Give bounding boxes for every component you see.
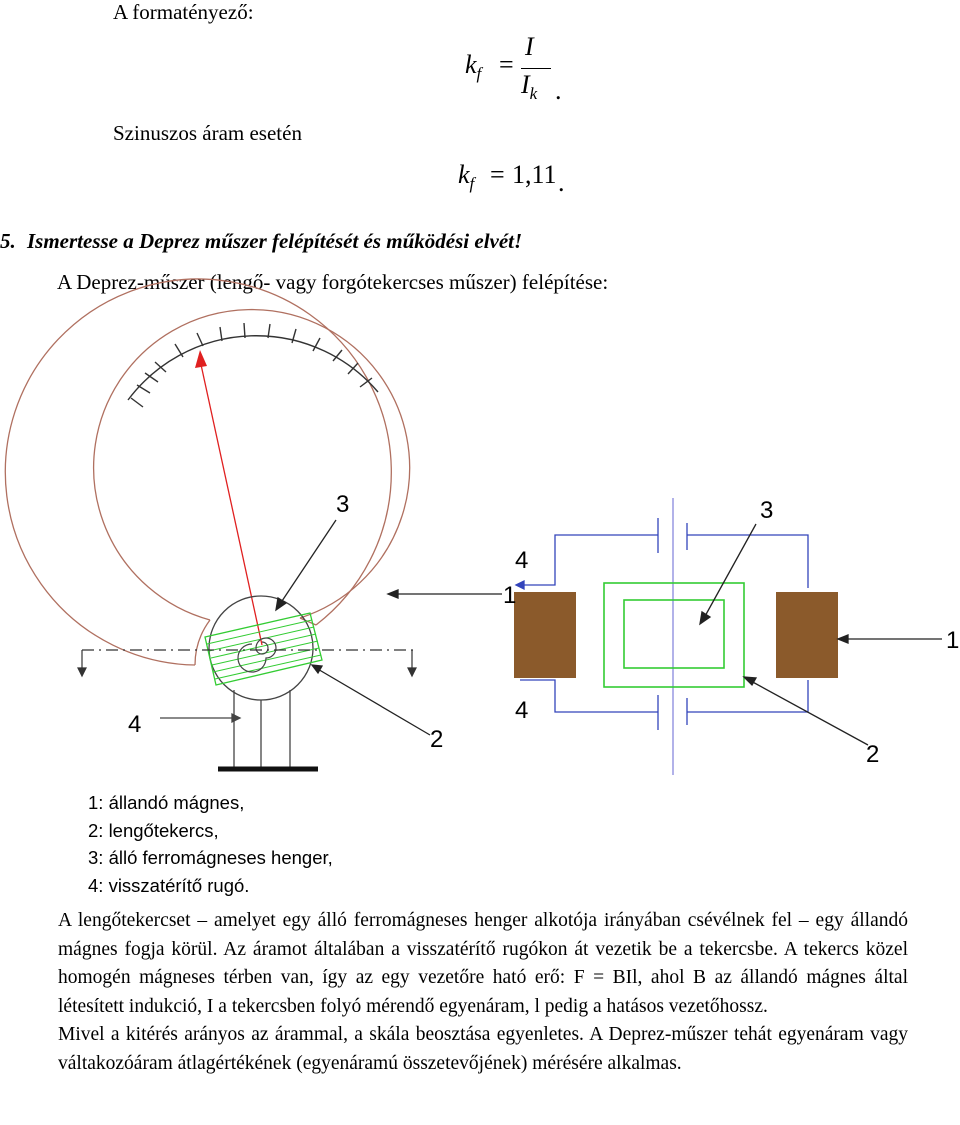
figure-legend	[88, 789, 333, 899]
coil-outer	[604, 583, 744, 687]
label-right-1-right: 1	[946, 627, 960, 654]
label-right-3: 3	[760, 497, 774, 524]
legend-item: 2: lengőtekercs,	[88, 819, 219, 841]
formula2-eq: =	[490, 160, 505, 189]
right-figure	[388, 498, 942, 775]
formula2-k: k	[458, 160, 470, 189]
paragraph: Mivel a kitérés arányos az árammal, a skála beosztása egyenletes. A Deprez-műszer tehát egyenáram vagy váltakozóáram átlagértékének (egyenáramú összetevőjének) mérésére alkalmas.	[58, 1024, 908, 1074]
label-right-2: 2	[866, 741, 880, 768]
formula1-num: I	[525, 32, 534, 61]
legend-item: 1: állandó mágnes,	[88, 792, 245, 813]
label-right-4-bottom: 4	[515, 697, 529, 724]
formula1-k: k	[465, 50, 477, 79]
section-title: Ismertesse a Deprez műszer felépítését és működési elvét!	[27, 229, 523, 253]
legend-item: 3: álló ferromágneses henger,	[88, 847, 333, 868]
label-left-2: 2	[430, 726, 444, 753]
body-text	[58, 907, 908, 1079]
formula1-den: I	[521, 70, 530, 99]
formula2-sub: f	[469, 174, 475, 194]
formula2-end: .	[558, 168, 565, 197]
section-number: 5.	[0, 229, 16, 253]
formfactor-label: A formatényező:	[113, 0, 254, 24]
callout-3-arrow	[276, 520, 336, 610]
magnet-left	[514, 592, 576, 678]
formula2-value: 1,11	[512, 160, 557, 189]
sinus-label: Szinuszos áram esetén	[113, 121, 302, 145]
formula1-den-sub: k	[529, 84, 538, 104]
iron-core	[209, 596, 313, 700]
magnet-right	[776, 592, 838, 678]
label-right-4-top: 4	[515, 547, 529, 574]
meter-outline	[5, 279, 409, 665]
moving-coil	[205, 613, 322, 685]
legend-item: 4: visszatérítő rugó.	[88, 874, 250, 896]
paragraph: A lengőtekercset – amelyet egy álló ferromágneses henger alkotója irányában csévélnek fel – egy állandó mágnes fogja körül. Az áramot általában a visszatérítő rugókon át vezetik be a tekercsbe. A tekercs közel homogén mágneses térben van, így az egy vezetőre ható erő: F = BIl, ahol B az állandó mágnes által létesített indukció, I a tekercsben folyó mérendő egyenáram, l pedig a hatásos vezetőhossz.	[58, 910, 908, 1017]
section-subtitle: A Deprez-műszer (lengő- vagy forgótekercses műszer) felépítése:	[57, 270, 609, 294]
label-left-3: 3	[336, 491, 350, 518]
label-left-4: 4	[128, 711, 142, 738]
formula1-sub: f	[476, 64, 482, 84]
label-right-1-left: 1	[503, 582, 517, 609]
formula1-eq: =	[499, 50, 514, 79]
stand	[160, 690, 318, 769]
meter-pointer	[195, 350, 262, 645]
formula1-end: .	[555, 76, 562, 105]
